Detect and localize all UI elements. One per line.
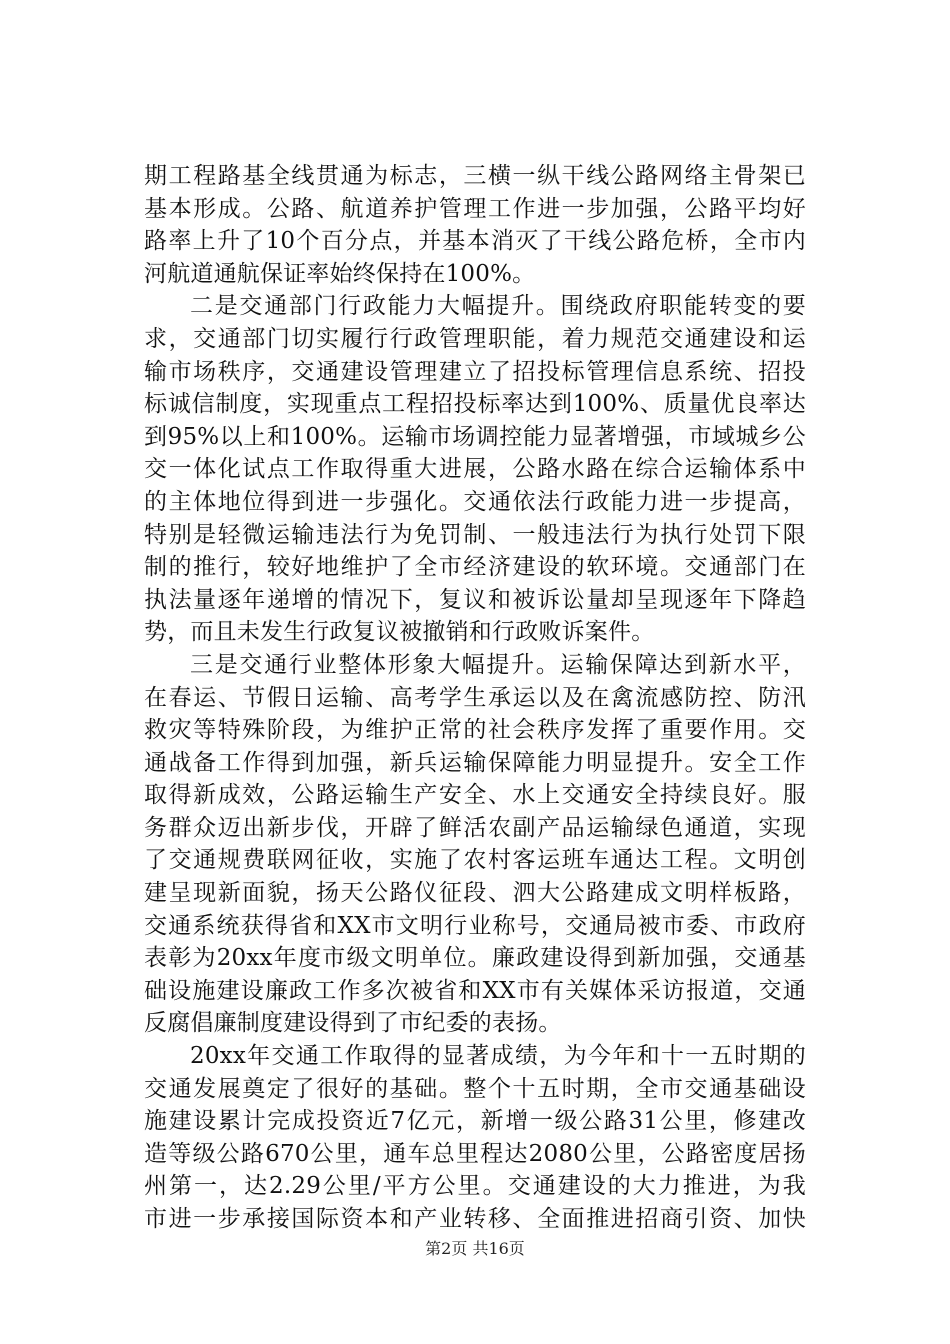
text-line: 路率上升了10个百分点，并基本消灭了干线公路危桥，全市内 bbox=[144, 228, 806, 255]
text-line: 势，而且未发生行政复议被撤销和行政败诉案件。 bbox=[144, 619, 655, 646]
text-line: 表彰为20xx年度市级文明单位。廉政建设得到新加强，交通基 bbox=[144, 945, 806, 972]
text-line: 础设施建设廉政工作多次被省和XX市有关媒体采访报道，交通 bbox=[144, 977, 806, 1004]
text-line: 20xx年交通工作取得的显著成绩，为今年和十一五时期的 bbox=[190, 1043, 806, 1070]
text-line: 交一体化试点工作取得重大进展，公路水路在综合运输体系中 bbox=[144, 456, 806, 483]
text-line: 河航道通航保证率始终保持在100%。 bbox=[144, 260, 536, 287]
text-line: 通战备工作得到加强，新兵运输保障能力明显提升。安全工作 bbox=[144, 749, 806, 776]
text-line: 救灾等特殊阶段，为维护正常的社会秩序发挥了重要作用。交 bbox=[144, 717, 806, 744]
text-line: 三是交通行业整体形象大幅提升。运输保障达到新水平， bbox=[190, 651, 806, 678]
text-line: 到95%以上和100%。运输市场调控能力显著增强，市域城乡公 bbox=[144, 423, 806, 450]
text-line: 州第一，达2.29公里/平方公里。交通建设的大力推进，为我 bbox=[144, 1173, 806, 1200]
text-line: 市进一步承接国际资本和产业转移、全面推进招商引资、加快 bbox=[144, 1206, 806, 1232]
text-line: 交通系统获得省和XX市文明行业称号，交通局被市委、市政府 bbox=[144, 912, 806, 939]
text-line: 在春运、节假日运输、高考学生承运以及在禽流感防控、防汛 bbox=[144, 684, 806, 711]
document-body bbox=[144, 160, 806, 1236]
text-line: 了交通规费联网征收，实施了农村客运班车通达工程。文明创 bbox=[144, 847, 806, 874]
text-line: 执法量逐年递增的情况下，复议和被诉讼量却呈现逐年下降趋 bbox=[144, 586, 806, 613]
text-line: 特别是轻微运输违法行为免罚制、一般违法行为执行处罚下限 bbox=[144, 521, 806, 548]
text-line: 施建设累计完成投资近7亿元，新增一级公路31公里，修建改 bbox=[144, 1108, 806, 1135]
text-line: 基本形成。公路、航道养护管理工作进一步加强，公路平均好 bbox=[144, 195, 806, 222]
text-line: 造等级公路670公里，通车总里程达2080公里，公路密度居扬 bbox=[144, 1140, 806, 1167]
text-line: 输市场秩序，交通建设管理建立了招投标管理信息系统、招投 bbox=[144, 358, 806, 385]
text-line: 期工程路基全线贯通为标志，三横一纵干线公路网络主骨架已 bbox=[144, 163, 806, 189]
page-footer: 第2页 共16页 bbox=[425, 1239, 525, 1258]
text-line: 反腐倡廉制度建设得到了市纪委的表扬。 bbox=[144, 1010, 562, 1037]
text-line: 标诚信制度，实现重点工程招投标率达到100%、质量优良率达 bbox=[144, 391, 806, 418]
text-line: 制的推行，较好地维护了全市经济建设的软环境。交通部门在 bbox=[144, 554, 806, 581]
text-line: 取得新成效，公路运输生产安全、水上交通安全持续良好。服 bbox=[144, 782, 806, 809]
text-line: 建呈现新面貌，扬天公路仪征段、泗大公路建成文明样板路， bbox=[144, 880, 806, 907]
text-line: 二是交通部门行政能力大幅提升。围绕政府职能转变的要 bbox=[190, 293, 806, 320]
text-line: 务群众迈出新步伐，开辟了鲜活农副产品运输绿色通道，实现 bbox=[144, 814, 806, 841]
text-line: 的主体地位得到进一步强化。交通依法行政能力进一步提高， bbox=[144, 488, 806, 515]
text-line: 交通发展奠定了很好的基础。整个十五时期，全市交通基础设 bbox=[144, 1075, 806, 1102]
text-line: 求，交通部门切实履行行政管理职能，着力规范交通建设和运 bbox=[144, 325, 806, 352]
